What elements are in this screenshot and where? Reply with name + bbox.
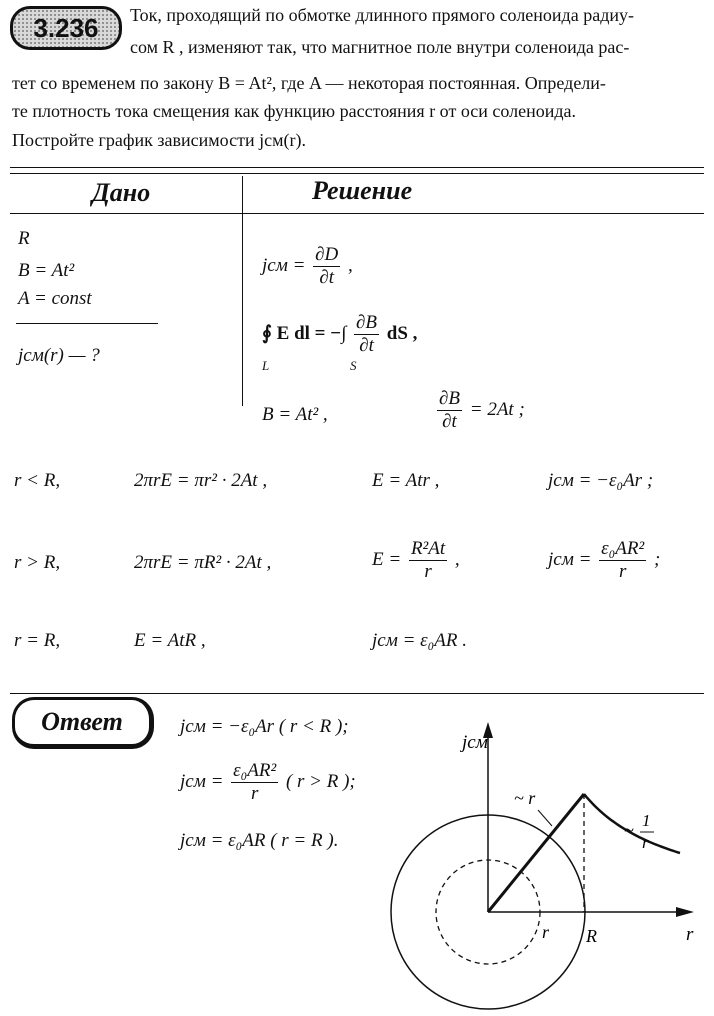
eq-faraday-sub-s: S (350, 358, 357, 373)
linear-branch-label: ~ r (514, 788, 536, 808)
given-b-law: B = At² (18, 260, 75, 281)
given-find: jсм(r) — ? (18, 345, 100, 366)
rule-top (10, 167, 704, 168)
rule-given-find (16, 323, 158, 324)
y-axis-label: jсм (462, 732, 488, 753)
x-axis-arrow (676, 907, 694, 917)
given-radius: R (18, 228, 30, 249)
case1-field: E = Atr , (372, 470, 440, 491)
x-axis-label: r (686, 924, 694, 945)
case3-condition: r = R, (14, 630, 61, 651)
current-density-graph (370, 718, 710, 1013)
case2-field: E = $\frac{\text{R²At}}{r}$ , (372, 538, 460, 582)
inverse-branch-tilde: ~ (624, 820, 634, 840)
inverse-branch-num: 1 (642, 811, 651, 830)
rule-answer (10, 693, 704, 694)
case3-current: jсм = ε₀AR . (372, 630, 467, 651)
problem-line-2: сом R , изменяют так, что магнитное поле внутри соленоида рас- (130, 37, 630, 57)
eq-faraday-law: ∮ E dl = −∫ $\frac{\partial B}{\partial t}$ dS , (262, 312, 418, 356)
inner-radius-label: r (542, 922, 550, 942)
linear-branch (488, 794, 584, 912)
answer-line-2: jсм = $\frac{\text{ε₀AR²}}{r}$ ( r > R ); (180, 760, 356, 804)
eq-b-law: B = At² , (262, 404, 328, 425)
answer-line-1: jсм = −ε₀Ar ( r < R ); (180, 716, 349, 737)
problem-line-1: Ток, проходящий по обмотке длинного прямого соленоида радиу- (130, 5, 634, 25)
eq-db-dt: $\frac{\partial B}{\partial t}$ = 2At ; (439, 388, 525, 432)
given-header: Дано (92, 178, 151, 207)
outer-radius-label: R (586, 926, 597, 946)
solution-header: Решение (312, 176, 413, 205)
case3-field: E = AtR , (134, 630, 206, 651)
eq-displacement-current: jсм = $\frac{\partial D}{\partial t}$ , (262, 244, 353, 288)
rule-header (10, 213, 704, 214)
answer-line-3: jсм = ε₀AR ( r = R ). (180, 830, 339, 851)
case1-current: jсм = −ε₀Ar ; (548, 470, 654, 491)
case1-condition: r < R, (14, 470, 61, 491)
given-a-const: A = const (18, 288, 92, 309)
case2-condition: r > R, (14, 552, 61, 573)
rule-top-2 (10, 173, 704, 174)
eq-faraday-sub-l: L (262, 358, 270, 373)
problem-number-badge: 3.236 (10, 6, 122, 50)
inverse-branch-den: r (642, 833, 649, 852)
case2-current: jсм = $\frac{\text{ε₀AR²}}{r}$ ; (548, 538, 661, 582)
problem-line-4: те плотность тока смещения как функцию расстояния r от оси соленоида. (12, 101, 577, 121)
case1-law: 2πrE = πr² · 2At , (134, 470, 268, 491)
rule-divider (242, 176, 243, 406)
problem-line-5: Постройте график зависимости jсм(r). (12, 130, 306, 150)
case2-law: 2πrE = πR² · 2At , (134, 552, 272, 573)
problem-line-3: тет со временем по закону B = At², где A — некоторая постоянная. Определи- (12, 73, 606, 93)
answer-label-box: Ответ (12, 697, 154, 749)
linear-label-leader (538, 810, 552, 826)
